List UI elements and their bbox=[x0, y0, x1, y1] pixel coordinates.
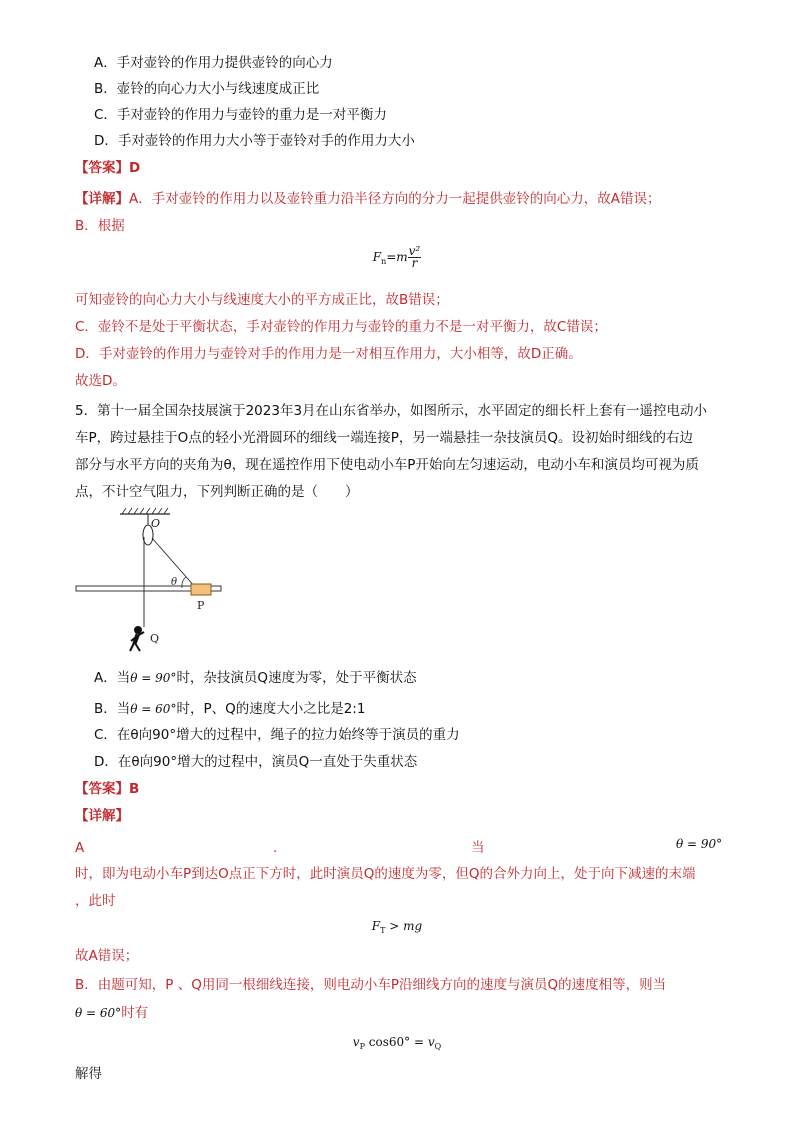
label-q: Q bbox=[150, 632, 160, 645]
q5-option-c: C．在θ向90°增大的过程中，绳子的拉力始终等于演员的重力 bbox=[94, 727, 460, 743]
formula-eq: =m bbox=[386, 250, 408, 264]
q5-detail-a-line-3: ，此时 bbox=[75, 893, 116, 909]
option-b-suffix: 时，P、Q的速度大小之比是2:1 bbox=[176, 701, 366, 717]
formula-f: F bbox=[372, 250, 382, 264]
label-o: O bbox=[151, 517, 161, 530]
q4-option-d: D．手对壶铃的作用力大小等于壶铃对手的作用力大小 bbox=[94, 133, 415, 149]
q4-detail-b: 可知壶铃的向心力大小与线速度大小的平方成正比，故B错误； bbox=[75, 292, 449, 308]
detail-b-math: θ = 60° bbox=[75, 1006, 122, 1020]
formula-vq: v bbox=[427, 1035, 435, 1049]
formula-cos: cos60° = bbox=[364, 1035, 428, 1049]
q5-detail-a-when: 当 bbox=[471, 840, 485, 856]
detail-a-text: A．手对壶铃的作用力以及壶铃重力沿半径方向的分力一起提供壶铃的向心力，故A错误； bbox=[129, 191, 661, 207]
formula-vp-sub: P bbox=[359, 1042, 365, 1051]
q5-detail-a-math: θ = 90° bbox=[676, 837, 723, 851]
detail-label: 【详解】 bbox=[75, 191, 129, 207]
option-a-suffix: 时，杂技演员Q速度为零，处于平衡状态 bbox=[176, 670, 417, 686]
q5-detail-a-letter: A bbox=[75, 840, 85, 856]
formula-f-sub: n bbox=[381, 257, 387, 266]
q5-option-d: D．在θ向90°增大的过程中，演员Q一直处于失重状态 bbox=[94, 754, 418, 770]
detail-b-when: 时有 bbox=[121, 1005, 149, 1021]
q5-detail-a-dot: . bbox=[273, 840, 278, 856]
q4-option-c: C．手对壶铃的作用力与壶铃的重力是一对平衡力 bbox=[94, 107, 387, 123]
label-p: P bbox=[197, 599, 205, 612]
formula-ft: F bbox=[371, 919, 381, 933]
formula-ft-sub: T bbox=[380, 926, 386, 935]
q5-detail-a-line-2: 时，即为电动小车P到达O点正下方时，此时演员Q的速度为零，但Q的合外力向上，处于向下减速的末端 bbox=[75, 866, 696, 882]
q5-option-b bbox=[94, 699, 365, 719]
q5-stem-line-4: 点，不计空气阻力，下列判断正确的是（ ） bbox=[75, 484, 359, 500]
q5-answer bbox=[75, 779, 139, 799]
label-theta: θ bbox=[171, 577, 178, 588]
q4-formula-centripetal bbox=[0, 246, 794, 269]
option-a-math: θ = 90° bbox=[130, 671, 177, 685]
q5-figure bbox=[70, 505, 240, 660]
formula-numerator: v² bbox=[408, 244, 421, 258]
q5-detail-b-line-2 bbox=[75, 1003, 148, 1023]
q5-stem-line-2: 车P，跨过悬挂于O点的轻小光滑圆环的细线一端连接P，另一端悬挂一杂技演员Q。设初始时细线的右边 bbox=[75, 430, 694, 446]
q5-solve: 解得 bbox=[75, 1066, 102, 1082]
q4-detail-a bbox=[75, 189, 660, 209]
q5-stem-line-1: 5．第十一届全国杂技展演于2023年3月在山东省举办，如图所示，水平固定的细长杆上套有一遥控电动小 bbox=[75, 403, 708, 419]
q5-formula-velocity bbox=[0, 1034, 794, 1051]
q4-option-a: A．手对壶铃的作用力提供壶铃的向心力 bbox=[94, 55, 333, 71]
formula-ft-rest: > mg bbox=[385, 919, 423, 933]
q4-answer bbox=[75, 158, 140, 178]
q5-formula-tension bbox=[0, 918, 794, 935]
performer-q-icon bbox=[130, 627, 144, 652]
q4-conclusion: 故选D。 bbox=[75, 373, 126, 389]
q5-option-a bbox=[94, 668, 417, 688]
q4-option-b: B．壶铃的向心力大小与线速度成正比 bbox=[94, 81, 320, 97]
answer-label: 【答案】 bbox=[75, 160, 129, 176]
q5-detail-label: 【详解】 bbox=[75, 808, 129, 824]
option-b-prefix: B．当 bbox=[94, 701, 131, 717]
answer-value: B bbox=[129, 781, 140, 797]
q5-detail-a-end: 故A错误； bbox=[75, 948, 139, 964]
formula-vp: v bbox=[352, 1035, 360, 1049]
answer-label: 【答案】 bbox=[75, 781, 129, 797]
q5-stem-line-3: 部分与水平方向的夹角为θ，现在遥控作用下使电动小车P开始向左匀速运动，电动小车和演员均可视为质 bbox=[75, 457, 699, 473]
formula-vq-sub: Q bbox=[434, 1042, 442, 1051]
formula-denominator: r bbox=[411, 256, 418, 270]
option-a-prefix: A．当 bbox=[94, 670, 131, 686]
q5-detail-b-line-1: B．由题可知，P 、Q用同一根细线连接，则电动小车P沿细线方向的速度与演员Q的速度相等，则当 bbox=[75, 977, 667, 993]
ceiling-hatch bbox=[122, 508, 168, 514]
q4-detail-c: C．壶铃不是处于平衡状态，手对壶铃的作用力与壶铃的重力不是一对平衡力，故C错误； bbox=[75, 319, 607, 335]
q4-detail-b-intro: B．根据 bbox=[75, 218, 125, 234]
answer-value: D bbox=[129, 160, 141, 176]
q4-detail-d: D．手对壶铃的作用力与壶铃对手的作用力是一对相互作用力，大小相等，故D正确。 bbox=[75, 346, 582, 362]
option-b-math: θ = 60° bbox=[130, 702, 177, 716]
car-p-icon bbox=[191, 584, 211, 595]
